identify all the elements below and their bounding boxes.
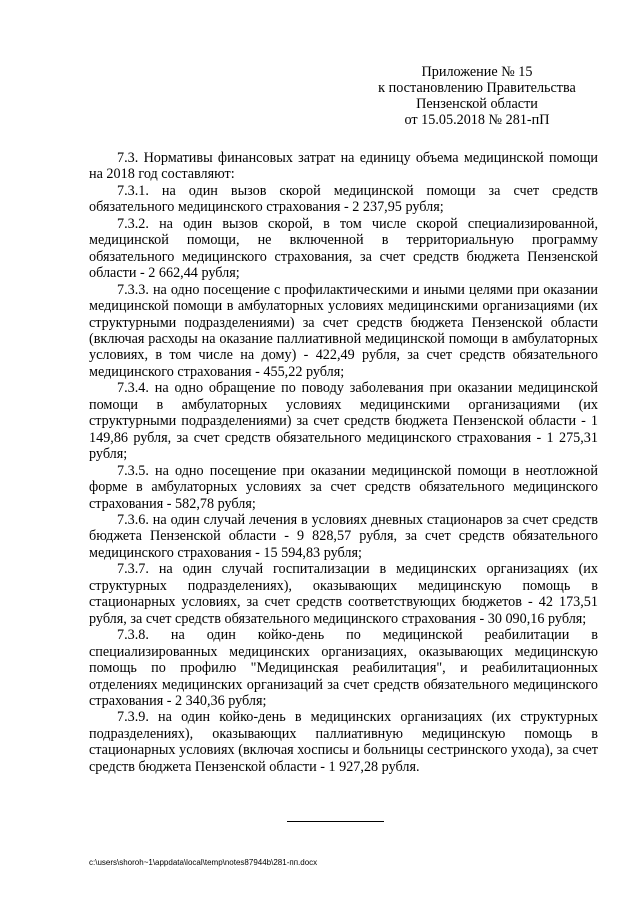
- end-divider: [287, 821, 384, 822]
- paragraph-7-3-6: 7.3.6. на один случай лечения в условиях дневных стационаров за счет средств бюджета Пензенской области - 9 828,57 рубля, за счет средств обязательного медицинского страхования - 15 594,83 рубля;: [89, 511, 598, 561]
- paragraph-7-3-2: 7.3.2. на один вызов скорой, в том числе скорой специализированной, медицинской помощи, не включенной в территориальную программу обязательного медицинского страхования, за счет средств бюджета Пензенской области - 2 662,44 рубля;: [89, 215, 598, 282]
- paragraph-7-3-1: 7.3.1. на один вызов скорой медицинской помощи за счет средств обязательного медицинского страхования - 2 237,95 рубля;: [89, 182, 598, 216]
- paragraph-7-3-9: 7.3.9. на один койко-день в медицинских организациях (их структурных подразделениях), оказывающих паллиативную медицинскую помощь в стационарных условиях (включая хосписы и больницы сестринского ухода), за счет средств бюджета Пензенской области - 1 927,28 рубля.: [89, 709, 598, 775]
- appendix-number: Приложение № 15: [421, 64, 533, 80]
- paragraph-7-3-5: 7.3.5. на одно посещение при оказании медицинской помощи в неотложной форме в амбулаторных условиях за счет средств обязательного медицинского страхования - 582,78 рубля;: [89, 462, 598, 512]
- document-body: [89, 150, 598, 775]
- appendix-date-number: от 15.05.2018 № 281-пП: [404, 112, 550, 128]
- file-path-footer: c:\users\shoroh~1\appdata\local\temp\notes87944b\281-пп.docx: [89, 858, 318, 867]
- paragraph-7-3-8: 7.3.8. на один койко-день по медицинской реабилитации в специализированных медицинских организациях, оказывающих медицинскую помощь по профилю "Медицинская реабилитация", и реабилитационных отделениях медицинских организаций за счет средств обязательного медицинского страхования - 2 340,36 рубля;: [89, 627, 598, 709]
- paragraph-7-3-4: 7.3.4. на одно обращение по поводу заболевания при оказании медицинской помощи в амбулаторных условиях медицинскими организациями (их структурными подразделениями) за счет средств бюджета Пензенской области - 1 149,86 рубля, за счет средств обязательного медицинского страхования - 1 275,31 рубля;: [89, 380, 598, 463]
- appendix-resolution-ref: к постановлению Правительства: [378, 80, 576, 96]
- paragraph-7-3: 7.3. Нормативы финансовых затрат на единицу объема медицинской помощи на 2018 год составляют:: [89, 150, 598, 183]
- appendix-header: [360, 64, 594, 128]
- paragraph-7-3-3: 7.3.3. на одно посещение с профилактическими и иными целями при оказании медицинской помощи в амбулаторных условиях медицинскими организациями (их структурными подразделениями) за счет средств бюджета Пензенской области (включая расходы на оказание паллиативной медицинской помощи в амбулаторных условиях, в том числе на дому) - 422,49 рубля, за счет средств обязательного медицинского страхования - 455,22 рубля;: [89, 281, 598, 380]
- appendix-region: Пензенской области: [416, 96, 538, 112]
- paragraph-7-3-7: 7.3.7. на один случай госпитализации в медицинских организациях (их структурных подразделениях), оказывающих медицинскую помощь в стационарных условиях, за счет средств соответствующих бюджетов - 42 173,51 рубля, за счет средств обязательного медицинского страхования - 30 090,16 рубля;: [89, 561, 598, 627]
